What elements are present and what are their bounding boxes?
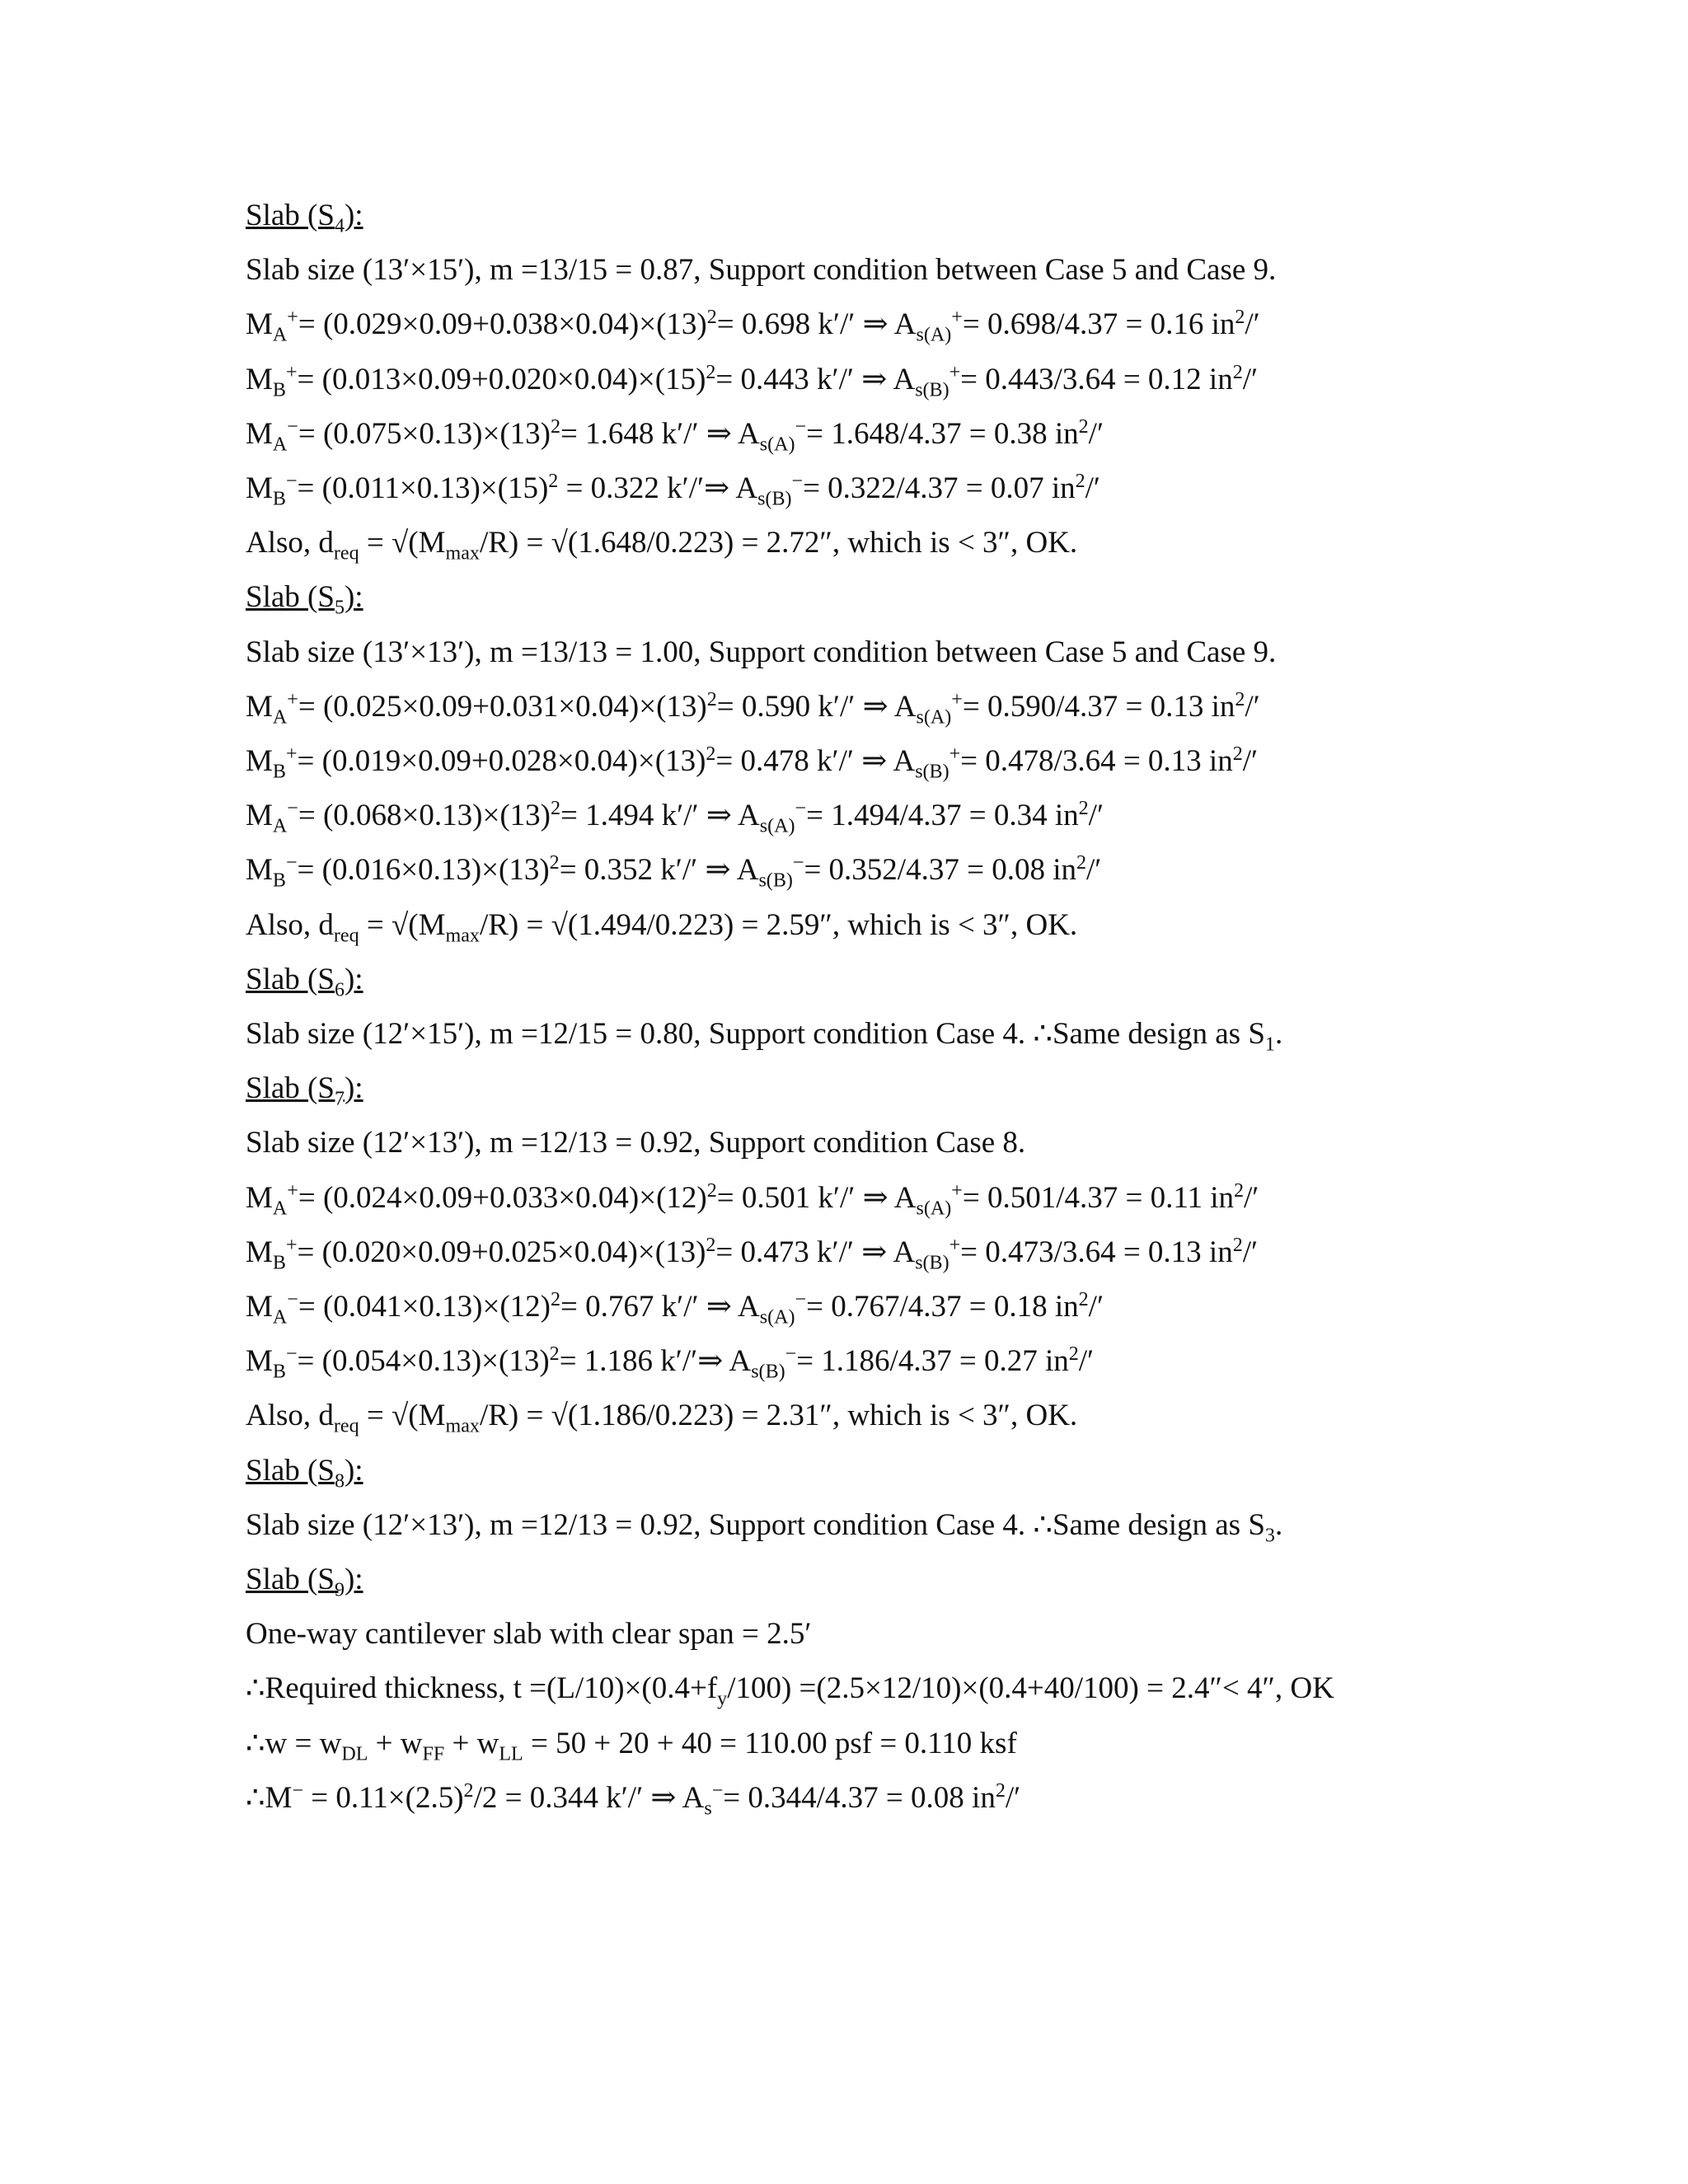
section-heading: Slab $(S_4)$: xyxy=(246,199,363,237)
section-heading: Slab $(S_7)$: xyxy=(246,1071,363,1110)
section-heading: Slab $(S_8)$: xyxy=(246,1453,363,1492)
text-line: Slab size (12′×13′), m =12/13 = 0.92, Support condition Case 4. ∴Same design as $S_3$. xyxy=(246,1507,1283,1547)
text-line: $M_B^+= (0.019\times 0.09+0.028\times 0.04)\times(13)^2= 0.478$ k′/′ ⇒ $A_{s(B)}^+= 0.478/3.64 = 0.13$ $in^2/'$ xyxy=(246,743,1259,783)
text-line: $M_B^-= (0.016\times 0.13)\times(13)^2= 0.352$ k′/′ ⇒ $A_{s(B)}^-= 0.352/4.37 = 0.08$ $in^2/'$ xyxy=(246,852,1102,892)
text-line: $M_A^+= (0.024\times 0.09+0.033\times 0.04)\times(12)^2= 0.501$ k′/′ ⇒ $A_{s(A)}^+= 0.501/4.37 = 0.11$ $in^2/'$ xyxy=(246,1179,1259,1219)
text-line: $M_B^+= (0.020\times 0.09+0.025\times 0.04)\times(13)^2= 0.473$ k′/′ ⇒ $A_{s(B)}^+= 0.473/3.64 = 0.13$ $in^2/'$ xyxy=(246,1234,1259,1274)
text-line: Slab size (12′×13′), m =12/13 = 0.92, Support condition Case 8. xyxy=(246,1126,1026,1160)
text-line: $M_A^-= (0.075\times 0.13)\times(13)^2= 1.648$ k′/′ ⇒ $A_{s(A)}^-= 1.648/4.37 = 0.38$ $in^2/'$ xyxy=(246,415,1104,456)
text-line: Also, $d_{req} = √(M_{max}/R) = √(1.494/0.223) = 2.59''$, which is < 3″, OK. xyxy=(246,907,1078,946)
text-line: $M_A^+= (0.025\times 0.09+0.031\times 0.04)\times(13)^2= 0.590$ k′/′ ⇒ $A_{s(A)}^+= 0.590/4.37 = 0.13$ $in^2/'$ xyxy=(246,688,1260,729)
section-heading: Slab $(S_5)$: xyxy=(246,580,363,619)
text-line: $M_B^-= (0.054\times 0.13)\times(13)^2= 1.186$ k′/′⇒ $A_{s(B)}^-= 1.186/4.37 = 0.27$ $in^2/'$ xyxy=(246,1343,1095,1383)
text-line: Slab size (13′×15′), m =13/15 = 0.87, Support condition between Case 5 and Case 9. xyxy=(246,253,1277,288)
text-line: $M_A^-= (0.068\times 0.13)\times(13)^2= 1.494$ k′/′ ⇒ $A_{s(A)}^-= 1.494/4.37 = 0.34$ $in^2/'$ xyxy=(246,797,1104,837)
text-line: $M_B^+= (0.013\times 0.09+0.020\times 0.04)\times(15)^2= 0.443$ k′/′ ⇒ $A_{s(B)}^+= 0.443/3.64 = 0.12$ $in^2/'$ xyxy=(246,361,1259,401)
section-heading: Slab $(S_6)$: xyxy=(246,962,363,1001)
text-line: One-way cantilever slab with clear span = 2.5′ xyxy=(246,1617,812,1652)
section-heading: Slab $(S_9)$: xyxy=(246,1563,363,1601)
text-line: $M_A^+= (0.029\times 0.09+0.038\times 0.04)\times(13)^2= 0.698$ k′/′ ⇒ $A_{s(A)}^+= 0.698/4.37 = 0.16$ $in^2/'$ xyxy=(246,307,1260,346)
text-line: $M_B^-= (0.011\times 0.13)\times(15)^2 = 0.322$ k′/′⇒ $A_{s(B)}^-= 0.322/4.37 = 0.07$ $in^2/'$ xyxy=(246,470,1101,510)
text-line: Slab size (12′×15′), m =12/15 = 0.80, Support condition Case 4. ∴Same design as $S_1$. xyxy=(246,1017,1283,1056)
text-line: ∴Required thickness, $t =(L/10)\times(0.4+f_y/100) =(2.5\times 12/10)\times(0.4+40/100) = 2.4''< 4''$, OK xyxy=(246,1671,1334,1710)
text-line: Slab size (13′×13′), m =13/13 = 1.00, Support condition between Case 5 and Case 9. xyxy=(246,635,1277,669)
text-line: Also, $d_{req} = √(M_{max}/R) = √(1.648/0.223) = 2.72''$, which is < 3″, OK. xyxy=(246,526,1078,565)
text-line: $M_A^-= (0.041\times 0.13)\times(12)^2= 0.767$ k′/′ ⇒ $A_{s(A)}^-= 0.767/4.37 = 0.18$ $in^2/'$ xyxy=(246,1288,1104,1329)
text-line: Also, $d_{req} = √(M_{max}/R) = √(1.186/0.223) = 2.31''$, which is < 3″, OK. xyxy=(246,1399,1078,1437)
text-line: ∴M− = $0.11\times(2.5)^2/2 = 0.344$ k′/′ ⇒ $A_s^-= 0.344/4.37 = 0.08$ $in^2/'$ xyxy=(246,1779,1021,1820)
text-line: ∴w = $w_{DL} + w_{FF} + w_{LL} = 50 + 20 + 40 = 110.00$ psf = 0.110 ksf xyxy=(246,1726,1017,1765)
